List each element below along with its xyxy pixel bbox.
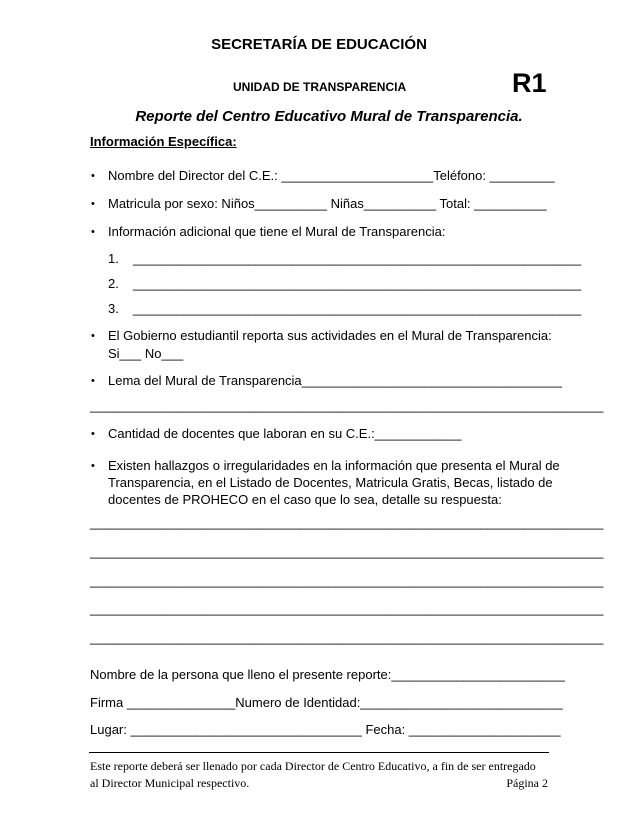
info-line-1[interactable]: ______________________________________________________________ bbox=[133, 251, 582, 266]
info-adicional-label: Información adicional que tiene el Mural de Transparencia: bbox=[108, 224, 446, 239]
report-title: Reporte del Centro Educativo Mural de Transparencia. bbox=[135, 108, 523, 125]
answer-line[interactable]: _______________________________________________________________________ bbox=[90, 544, 604, 559]
page-number: Página 2 bbox=[506, 776, 548, 790]
bullet-icon: • bbox=[91, 170, 95, 182]
nombre-reporte-field[interactable]: Nombre de la persona que lleno el presente reporte:________________________ bbox=[90, 667, 565, 682]
bullet-icon: • bbox=[91, 226, 95, 238]
footer-note-line-2: al Director Municipal respectivo. bbox=[90, 776, 250, 790]
gobierno-answer-field[interactable]: Si___ No___ bbox=[108, 346, 184, 361]
bullet-icon: • bbox=[91, 198, 95, 210]
unidad-heading: UNIDAD DE TRANSPARENCIA bbox=[233, 80, 407, 94]
secretaria-heading: SECRETARÍA DE EDUCACIÓN bbox=[211, 36, 427, 53]
bullet-icon: • bbox=[91, 330, 95, 342]
form-code: R1 bbox=[512, 68, 547, 98]
answer-line[interactable]: _______________________________________________________________________ bbox=[90, 515, 604, 530]
bullet-icon: • bbox=[91, 375, 95, 387]
matricula-field[interactable]: Matricula por sexo: Niños__________ Niñas__________ Total: __________ bbox=[108, 196, 547, 211]
answer-line[interactable]: _______________________________________________________________________ bbox=[90, 601, 604, 616]
hallazgos-question-line-1: Existen hallazgos o irregularidades en la información que presenta el Mural de bbox=[108, 458, 560, 473]
list-number-1: 1. bbox=[108, 251, 119, 266]
info-line-3[interactable]: ______________________________________________________________ bbox=[133, 301, 582, 316]
lema-field[interactable]: Lema del Mural de Transparencia____________________________________ bbox=[108, 373, 562, 388]
list-number-2: 2. bbox=[108, 276, 119, 291]
footer-divider bbox=[89, 752, 549, 753]
gobierno-question: El Gobierno estudiantil reporta sus actividades en el Mural de Transparencia: bbox=[108, 328, 552, 343]
bullet-icon: • bbox=[91, 428, 95, 440]
firma-identidad-field[interactable]: Firma _______________Numero de Identidad:____________________________ bbox=[90, 695, 563, 710]
list-number-3: 3. bbox=[108, 301, 119, 316]
lema-continuation-line[interactable]: _______________________________________________________________________ bbox=[90, 398, 604, 413]
director-field[interactable]: Nombre del Director del C.E.: _____________________Teléfono: _________ bbox=[108, 168, 555, 183]
lugar-fecha-field[interactable]: Lugar: ________________________________ Fecha: _____________________ bbox=[90, 722, 561, 737]
docentes-field[interactable]: Cantidad de docentes que laboran en su C.E.:____________ bbox=[108, 426, 462, 441]
answer-line[interactable]: _______________________________________________________________________ bbox=[90, 630, 604, 645]
answer-line[interactable]: _______________________________________________________________________ bbox=[90, 573, 604, 588]
bullet-icon: • bbox=[91, 460, 95, 472]
hallazgos-question-line-2: Transparencia, en el Listado de Docentes, Matricula Gratis, Becas, listado de bbox=[108, 475, 553, 490]
hallazgos-question-line-3: docentes de PROHECO en el caso que lo sea, detalle su respuesta: bbox=[108, 492, 502, 507]
footer-note-line-1: Este reporte deberá ser llenado por cada Director de Centro Educativo, a fin de ser entregado bbox=[90, 759, 536, 773]
info-line-2[interactable]: ______________________________________________________________ bbox=[133, 276, 582, 291]
section-title: Información Específica: bbox=[90, 134, 237, 149]
